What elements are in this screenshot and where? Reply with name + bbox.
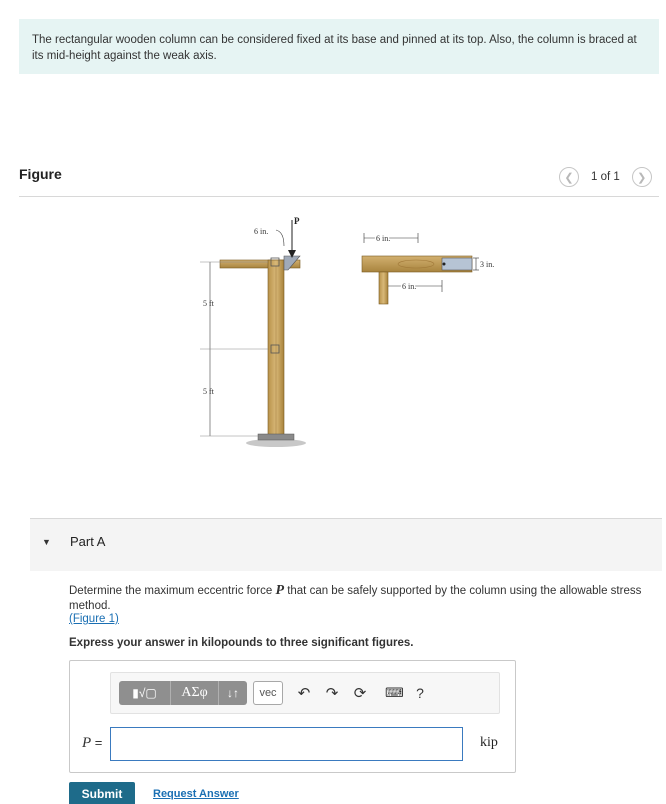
help-button[interactable]: ? — [416, 685, 424, 701]
figure-heading: Figure — [19, 166, 62, 182]
reset-icon[interactable]: ⟳ — [353, 685, 367, 702]
section-width-label: 6 in. — [376, 234, 391, 243]
answer-input[interactable] — [110, 727, 463, 761]
answer-instruction: Express your answer in kilopounds to three significant figures. — [69, 637, 414, 649]
subscript-superscript-button[interactable]: ↓↑ — [219, 681, 247, 705]
question-variable: P — [275, 583, 284, 598]
answer-variable-label — [82, 735, 102, 752]
keyboard-icon[interactable]: ⌨ — [385, 685, 404, 700]
question-post: that can be safely supported by the column using the allowable stress method. — [69, 585, 642, 612]
section-depth-label: 6 in. — [402, 282, 417, 291]
offset-label: 6 in. — [254, 227, 269, 236]
submit-button[interactable]: Submit — [69, 782, 135, 804]
figure-pager — [559, 167, 652, 187]
part-title: Part A — [70, 534, 106, 549]
part-a-header[interactable] — [30, 519, 662, 571]
figure-divider — [19, 196, 659, 197]
base-plate — [258, 434, 294, 440]
chevron-right-icon[interactable]: ❯ — [632, 167, 652, 187]
templates-button[interactable]: ▮√▢ — [119, 681, 171, 705]
redo-icon[interactable]: ↷ — [325, 685, 339, 702]
question-pre: Determine the maximum eccentric force — [69, 585, 276, 597]
section-thickness-label: 3 in. — [480, 260, 495, 269]
undo-icon[interactable]: ↶ — [297, 685, 311, 702]
answer-equals: = — [91, 735, 103, 750]
section-column — [379, 272, 388, 304]
problem-statement — [19, 19, 659, 74]
pager-text: 1 of 1 — [591, 171, 620, 183]
problem-text: The rectangular wooden column can be considered fixed at its base and pinned at its top. Also, the column is braced at its mid-height against the weak axis. — [32, 34, 637, 62]
request-answer-link[interactable]: Request Answer — [153, 788, 239, 800]
chevron-left-icon[interactable]: ❮ — [559, 167, 579, 187]
height-upper-label: 5 ft — [203, 299, 214, 308]
answer-variable: P — [82, 735, 92, 751]
figure-link[interactable]: (Figure 1) — [69, 613, 119, 625]
column-figure — [180, 210, 510, 460]
vector-button[interactable]: vec — [253, 681, 283, 705]
template-group — [119, 681, 247, 705]
caret-down-icon[interactable]: ▼ — [42, 537, 51, 547]
load-label: P — [294, 216, 300, 226]
greek-symbols-button[interactable]: ΑΣφ — [171, 681, 219, 705]
answer-unit: kip — [480, 735, 498, 750]
answer-area — [69, 660, 516, 773]
math-toolbar — [110, 672, 500, 714]
section-steel-plate — [442, 258, 472, 270]
question-text — [69, 583, 649, 614]
height-lower-label: 5 ft — [203, 387, 214, 396]
